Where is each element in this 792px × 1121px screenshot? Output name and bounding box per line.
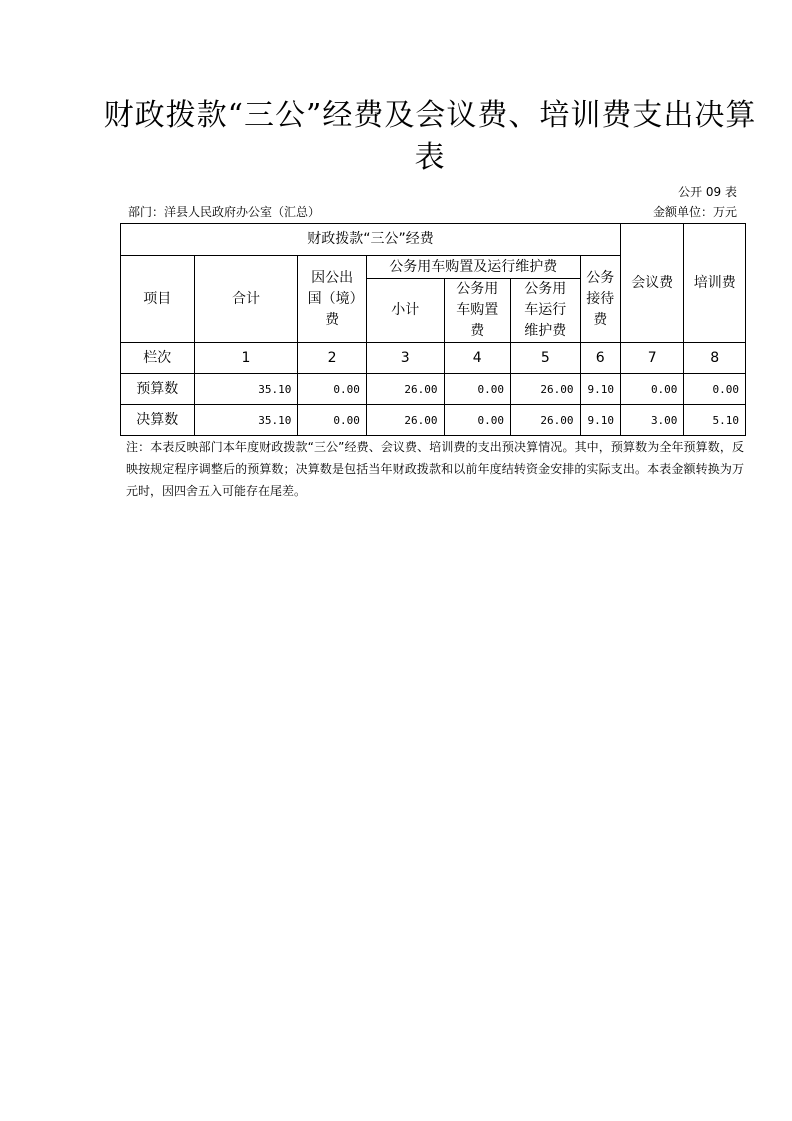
cell-value: 26.00 xyxy=(511,405,581,436)
column-number: 8 xyxy=(684,343,746,374)
amount-unit-label: 金额单位：万元 xyxy=(652,205,737,219)
column-number: 2 xyxy=(298,343,367,374)
column-number-row xyxy=(121,343,746,374)
cell-value: 5.10 xyxy=(684,405,746,436)
column-number: 4 xyxy=(444,343,511,374)
column-row-label: 栏次 xyxy=(121,343,195,374)
table-number: 公开 09 表 xyxy=(678,185,737,199)
cell-value: 0.00 xyxy=(298,405,367,436)
department-label: 部门：洋县人民政府办公室（汇总） xyxy=(128,205,321,219)
cell-value: 35.10 xyxy=(194,374,298,405)
cell-value: 3.00 xyxy=(620,405,683,436)
expenditure-table xyxy=(120,223,746,436)
cell-value: 0.00 xyxy=(444,405,511,436)
cell-value: 0.00 xyxy=(444,374,511,405)
cell-value: 26.00 xyxy=(366,374,444,405)
header-reception: 公务接待费 xyxy=(580,256,620,343)
header-row-1 xyxy=(121,224,746,256)
row-label: 决算数 xyxy=(121,405,195,436)
page-title: 财政拨款“三公”经费及会议费、培训费支出决算表 xyxy=(103,98,757,175)
cell-value: 26.00 xyxy=(366,405,444,436)
cell-value: 9.10 xyxy=(580,374,620,405)
header-subtotal: 小计 xyxy=(366,279,444,343)
header-abroad: 因公出国（境）费 xyxy=(298,256,367,343)
cell-value: 0.00 xyxy=(620,374,683,405)
row-label: 预算数 xyxy=(121,374,195,405)
column-number: 5 xyxy=(511,343,581,374)
column-number: 6 xyxy=(580,343,620,374)
cell-value: 0.00 xyxy=(298,374,367,405)
cell-value: 9.10 xyxy=(580,405,620,436)
header-item: 项目 xyxy=(121,256,195,343)
header-vehicle-group: 公务用车购置及运行维护费 xyxy=(366,256,580,279)
cell-value: 26.00 xyxy=(511,374,581,405)
table-row-budget xyxy=(121,374,746,405)
table-note: 注：本表反映部门本年度财政拨款“三公”经费、会议费、培训费的支出预决算情况。其中，预算数为全年预算数，反映按规定程序调整后的预算数；决算数是包括当年财政拨款和以前年度结转资金安排的实际支出。本表金额转换为万元时，因四舍五入可能存在尾差。 xyxy=(126,440,744,498)
column-number: 7 xyxy=(620,343,683,374)
cell-value: 0.00 xyxy=(684,374,746,405)
column-number: 1 xyxy=(194,343,298,374)
header-meeting: 会议费 xyxy=(620,224,683,343)
header-three-public-group: 财政拨款“三公”经费 xyxy=(121,224,621,256)
table-row-actual xyxy=(121,405,746,436)
column-number: 3 xyxy=(366,343,444,374)
header-vehicle-purchase: 公务用车购置费 xyxy=(444,279,511,343)
cell-value: 35.10 xyxy=(194,405,298,436)
header-training: 培训费 xyxy=(684,224,746,343)
header-vehicle-operation: 公务用车运行维护费 xyxy=(511,279,581,343)
header-total: 合计 xyxy=(194,256,298,343)
